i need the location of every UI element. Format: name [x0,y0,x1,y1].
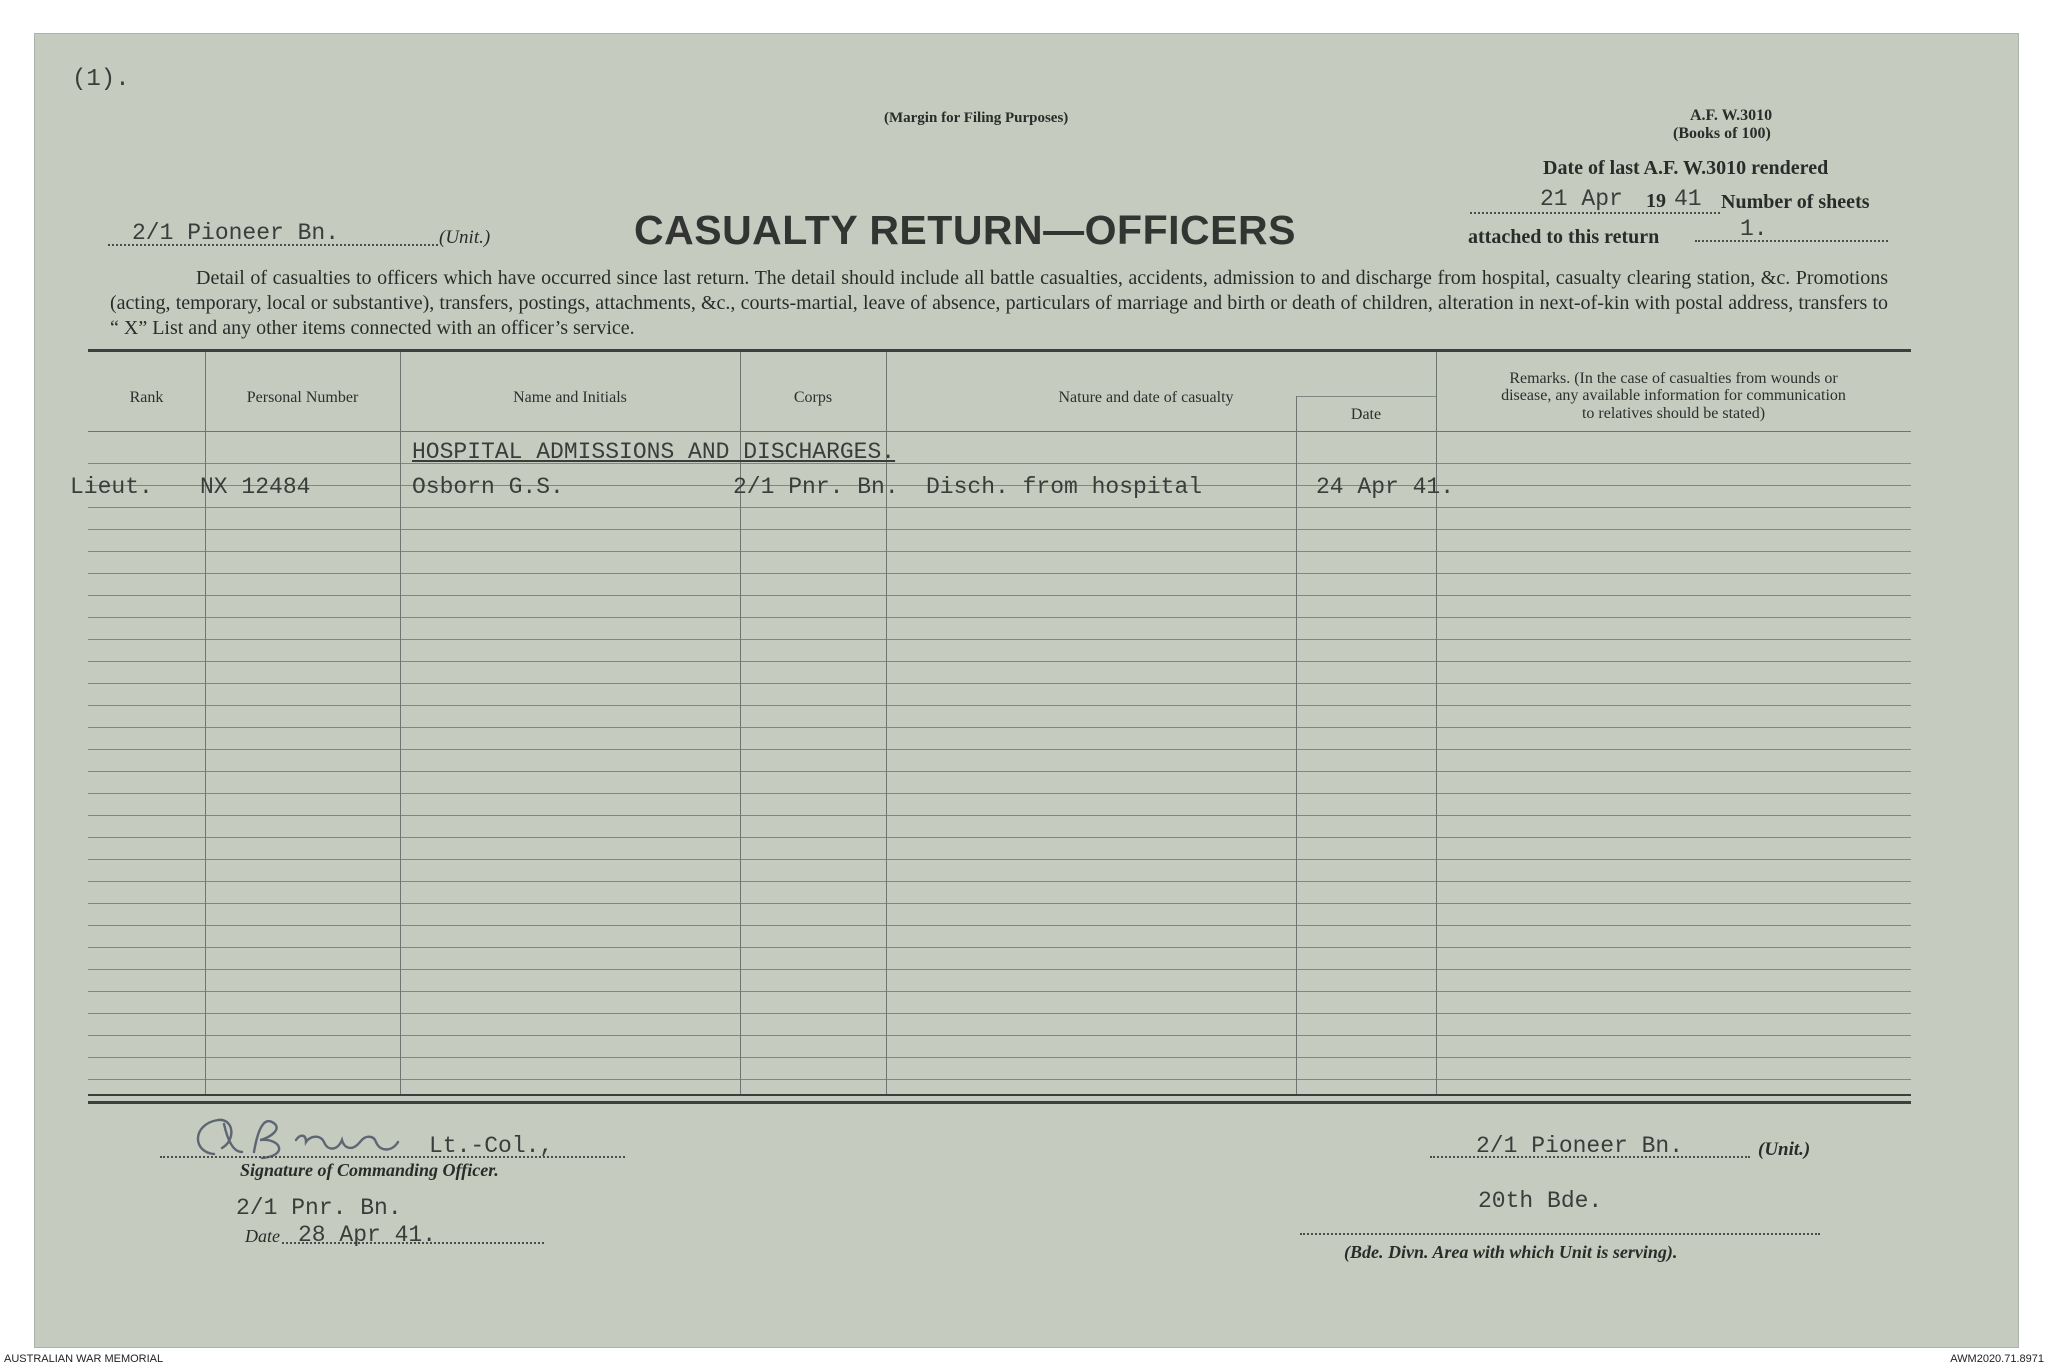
ruled-line [88,881,1911,882]
ruled-line [88,969,1911,970]
table-top-rule [88,349,1911,352]
ruled-line [88,815,1911,816]
books-note: (Books of 100) [1673,125,1771,142]
margin-note: (Margin for Filing Purposes) [884,110,1069,126]
page-title: CASUALTY RETURN—OFFICERS [634,207,1296,253]
footer-unit-value: 2/1 Pioneer Bn. [1476,1133,1684,1159]
ruled-line [88,683,1911,684]
ruled-line [88,925,1911,926]
footer-unit-label: (Unit.) [1758,1139,1811,1160]
ruled-line [88,727,1911,728]
ruled-line [88,529,1911,530]
header-nature: Nature and date of casualty [1058,389,1234,406]
ruled-line [88,573,1911,574]
ruled-line [88,463,1911,464]
section-heading: HOSPITAL ADMISSIONS AND DISCHARGES. [412,439,896,465]
cell-date: 24 Apr 41. [1316,474,1455,500]
ruled-line [88,551,1911,552]
brigade-value: 20th Bde. [1478,1188,1603,1214]
col-divider-date [1436,352,1437,1094]
co-unit: 2/1 Pnr. Bn. [236,1195,402,1221]
signature-rank: Lt.-Col., [429,1133,554,1159]
header-name: Name and Initials [513,389,627,406]
col-divider-nature [1296,396,1297,1094]
ruled-line [88,1057,1911,1058]
ruled-line [88,1013,1911,1014]
table-bottom-rule-2 [88,1101,1911,1104]
ruled-line [88,1079,1911,1080]
ruled-line [88,859,1911,860]
header-remarks-3: to relatives should be stated) [1581,405,1766,422]
year-suffix: 41 [1674,186,1702,212]
date-label: Date [245,1226,280,1246]
ruled-line [88,771,1911,772]
detail-paragraph: Detail of casualties to officers which have occurred since last return. The detail should include all battle casualties, accidents, admission to and discharge from hospital, casualty clearing station, &c. Promotions (acting, temporary, local or substantive), transfers, postings, attachments, &c., courts-martial, leave of absence, particulars of marriage and birth or death of children, alteration in next-of-kin with postal address, transfers to “ X” List and any other items connected with an officer’s service. [110,267,1888,339]
ruled-line [88,639,1911,640]
ruled-line [88,793,1911,794]
year-prefix: 19 [1646,190,1666,212]
unit-label: (Unit.) [439,227,491,248]
last-rendered-date: 21 Apr [1540,186,1623,212]
ruled-line [88,947,1911,948]
cell-personal-number: NX 12484 [200,474,311,500]
signature-label: Signature of Commanding Officer. [240,1160,499,1180]
ruled-line [88,903,1911,904]
unit-value: 2/1 Pioneer Bn. [132,220,340,246]
table-bottom-rule [88,1094,1911,1096]
ruled-line [88,1035,1911,1036]
brigade-label: (Bde. Divn. Area with which Unit is serving). [1344,1242,1678,1262]
header-personal-number: Personal Number [246,389,359,406]
cell-nature: Disch. from hospital [926,474,1203,500]
date-value: 28 Apr 41. [298,1222,437,1248]
header-remarks-2: disease, any available information for communication [1501,387,1846,404]
ruled-line [88,749,1911,750]
header-corps: Corps [793,389,833,406]
cell-rank: Lieut. [70,474,153,500]
sheets-label: Number of sheets [1721,191,1870,213]
brigade-line [1300,1232,1820,1235]
ruled-line [88,595,1911,596]
col-divider-rank [205,352,206,1094]
form-number: A.F. W.3010 [1690,107,1773,124]
signature-line [160,1134,625,1158]
ruled-line [88,617,1911,618]
page-mark: (1). [72,66,130,93]
archive-reference: AWM2020.71.8971 [1950,1353,2044,1365]
attached-label: attached to this return [1468,226,1660,248]
header-rank: Rank [129,389,164,406]
sheets-line [1695,218,1888,242]
last-rendered-label: Date of last A.F. W.3010 rendered [1543,157,1829,179]
ruled-line [88,507,1911,508]
header-date: Date [1350,406,1382,423]
ruled-line [88,661,1911,662]
ruled-line [88,705,1911,706]
ruled-line [88,991,1911,992]
archive-institution: AUSTRALIAN WAR MEMORIAL [4,1353,164,1365]
sheets-value: 1. [1740,216,1768,242]
col-divider-number [400,352,401,1094]
header-remarks-1: Remarks. (In the case of casualties from wounds or [1509,370,1838,387]
header-rule [88,431,1911,432]
cell-corps: 2/1 Pnr. Bn. [733,474,899,500]
cell-name: Osborn G.S. [412,474,564,500]
ruled-line [88,837,1911,838]
